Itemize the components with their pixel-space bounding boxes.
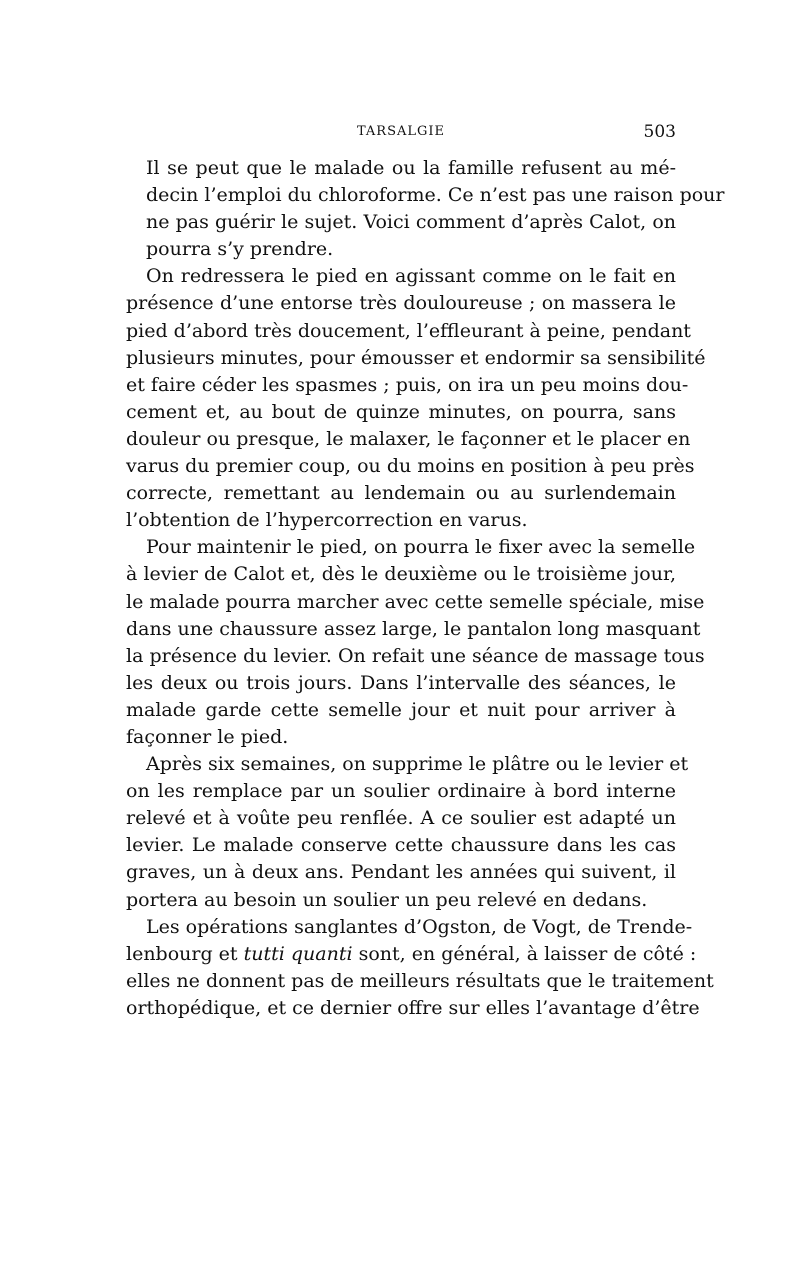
text-line: Pour maintenir le pied, on pourra le fixer avec la semelle xyxy=(146,536,696,559)
text-line: façonner le pied. xyxy=(126,725,289,748)
text-line: On redressera le pied en agissant comme on le fait en xyxy=(146,265,676,288)
text-line: correcte, remettant au lendemain ou au surlendemain xyxy=(126,482,676,505)
italic-phrase: tutti quanti xyxy=(243,942,353,965)
text-line: pied d’abord très doucement, l’effleurant à peine, pendant xyxy=(126,319,691,342)
text-line: les deux ou trois jours. Dans l’intervalle des séances, le xyxy=(126,671,676,694)
text-line-mixed xyxy=(126,941,697,968)
text-line: on les remplace par un soulier ordinaire à bord interne xyxy=(126,780,676,803)
text-line: dans une chaussure assez large, le pantalon long masquant xyxy=(126,617,701,640)
text-line: levier. Le malade conserve cette chaussure dans les cas xyxy=(126,834,676,857)
text-line: pourra s’y prendre. xyxy=(146,238,334,261)
text-line: decin l’emploi du chloroforme. Ce n’est pas une raison pour xyxy=(146,184,725,207)
text-line: et faire céder les spasmes ; puis, on ira un peu moins dou- xyxy=(126,373,689,396)
paragraph-1 xyxy=(126,155,725,263)
paragraph-3 xyxy=(126,534,705,751)
text-line: présence d’une entorse très douloureuse ; on massera le xyxy=(126,292,676,315)
paragraph-2 xyxy=(126,263,706,534)
text-line: graves, un à deux ans. Pendant les années qui suivent, il xyxy=(126,861,676,884)
text-line: orthopédique, et ce dernier offre sur elles l’avantage d’être xyxy=(126,996,700,1019)
text-line: malade garde cette semelle jour et nuit pour arriver à xyxy=(126,698,676,721)
paragraph-5 xyxy=(126,914,714,1022)
text-line: cement et, au bout de quinze minutes, on pourra, sans xyxy=(126,400,676,423)
paragraph-4 xyxy=(126,751,689,914)
running-title: TARSALGIE xyxy=(356,124,446,139)
text-line: l’obtention de l’hypercorrection en varus. xyxy=(126,509,528,532)
text-line: elles ne donnent pas de meilleurs résultats que le traitement xyxy=(126,969,714,992)
text-line: douleur ou presque, le malaxer, le façonner et le placer en xyxy=(126,427,691,450)
text-line: Les opérations sanglantes d’Ogston, de Vogt, de Trende- xyxy=(146,915,693,938)
text-line: plusieurs minutes, pour émousser et endormir sa sensibilité xyxy=(126,346,706,369)
text-line: ne pas guérir le sujet. Voici comment d’après Calot, on xyxy=(146,211,676,234)
text-line: Il se peut que le malade ou la famille refusent au mé- xyxy=(146,157,676,179)
text-span: lenbourg et xyxy=(126,942,238,965)
text-line: à levier de Calot et, dès le deuxième ou le troisième jour, xyxy=(126,563,676,586)
text-line: Après six semaines, on supprime le plâtre ou le levier et xyxy=(146,753,689,776)
body-text xyxy=(126,155,725,1022)
text-span: sont, en général, à laisser de côté : xyxy=(358,942,697,965)
text-line: varus du premier coup, ou du moins en position à peu près xyxy=(126,455,695,478)
running-head xyxy=(126,120,676,144)
text-line: le malade pourra marcher avec cette semelle spéciale, mise xyxy=(126,590,705,613)
text-line: la présence du levier. On refait une séance de massage tous xyxy=(126,644,705,667)
text-line: portera au besoin un soulier un peu relevé en dedans. xyxy=(126,888,648,911)
text-line: relevé et à voûte peu renflée. A ce soulier est adapté un xyxy=(126,807,676,830)
page-number: 503 xyxy=(643,122,676,142)
